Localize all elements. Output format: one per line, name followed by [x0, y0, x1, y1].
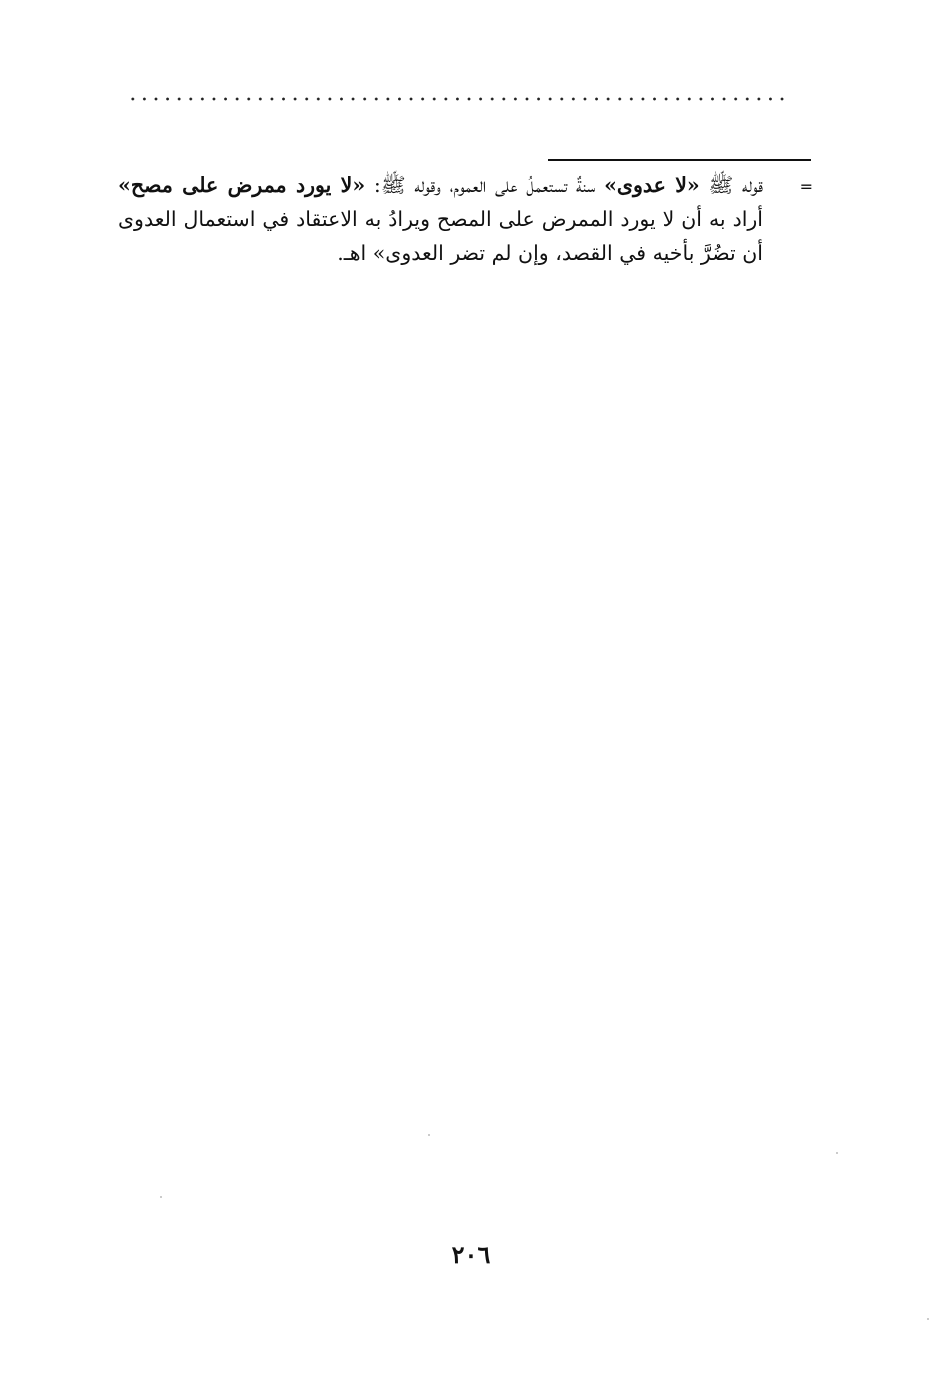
continuation-mark: =: [799, 177, 813, 196]
hadith-quote: «لا يورد ممرض على مصح»: [118, 173, 366, 197]
scan-speck: [160, 1196, 162, 1198]
hadith-quote: «لا عدوى»: [604, 173, 700, 197]
footnote-text-segment: أراد به أن لا يورد الممرض على المصح ويرادُ به الاعتقاد في استعمال العدوى أن تضُرَّ بأخيه في القصد، وإن لم تضر العدوى» اهـ.: [118, 207, 763, 265]
footnote-separator-line: [548, 159, 811, 161]
footnote-paragraph: [118, 168, 763, 270]
page-number: ٢٠٦: [451, 1240, 491, 1269]
scan-speck: [428, 1134, 430, 1136]
scan-speck: [836, 1152, 838, 1154]
footnote-text-segment: قوله ﷺ: [699, 173, 763, 197]
scan-speck: [927, 1318, 929, 1320]
dotted-separator: [127, 96, 791, 102]
footnote-text-segment: سنةٌ تستعملُ على العموم، وقوله ﷺ:: [365, 173, 605, 197]
footnote-block: [118, 168, 813, 270]
